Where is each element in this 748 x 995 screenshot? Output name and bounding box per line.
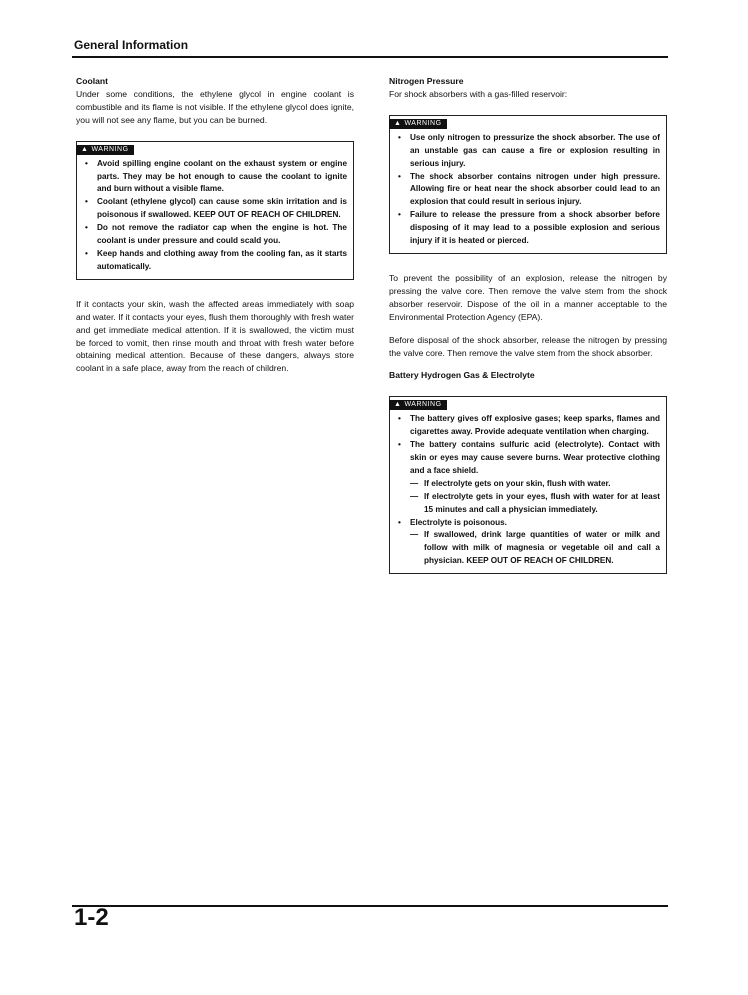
dash-icon: — bbox=[410, 530, 419, 540]
warning-tag bbox=[389, 119, 447, 129]
warning-item-text: Avoid spilling engine coolant on the exhaust system or engine parts. They may be hot enough to cause the coolant to ignite and burn without a visible flame. bbox=[97, 158, 347, 194]
coolant-warning-box bbox=[76, 141, 354, 280]
warning-item bbox=[396, 209, 660, 248]
coolant-intro: Under some conditions, the ethylene glycol in engine coolant is combustible and its flame is not visible. If the ethylene glycol does ignite, you will not see any flame, but you can be burned. bbox=[76, 88, 354, 125]
warning-subitem-text: If electrolyte gets in your eyes, flush with water for at least 15 minutes and call a physician immediately. bbox=[424, 491, 660, 514]
page-number: 1-2 bbox=[74, 904, 109, 931]
bullet-icon: • bbox=[85, 248, 88, 258]
warning-item bbox=[396, 132, 660, 171]
warning-subitem-text: If electrolyte gets on your skin, flush with water. bbox=[424, 478, 611, 488]
warning-item bbox=[83, 196, 347, 222]
warning-subitem-text: If swallowed, drink large quantities of water or milk and follow with milk of magnesia or vegetable oil and call a physician. KEEP OUT OF REACH OF CHILDREN. bbox=[424, 530, 660, 566]
warning-item bbox=[396, 439, 660, 516]
warning-item bbox=[396, 517, 660, 569]
warning-item-text: Keep hands and clothing away from the cooling fan, as it starts automatically. bbox=[97, 248, 347, 271]
nitrogen-heading: Nitrogen Pressure bbox=[389, 76, 464, 86]
warning-item-text: Failure to release the pressure from a shock absorber before disposing of it may lead to a possible explosion and serious injury if it is heated or pierced. bbox=[410, 210, 660, 246]
warning-tag-label: WARNING bbox=[404, 119, 442, 127]
battery-warning-box bbox=[389, 396, 667, 574]
warning-triangle-icon: ▲ bbox=[394, 119, 402, 127]
coolant-contact-paragraph: If it contacts your skin, wash the affected areas immediately with soap and water. If it contacts your eyes, flush them thoroughly with fresh water and get immediate medical attention. If it is swallowed, the victim must be forced to vomit, then rinse mouth and throat with fresh water before obtaining medical attention. Because of these dangers, always store coolant in a safe place, away from the reach of children. bbox=[76, 298, 354, 374]
warning-tag-label: WARNING bbox=[404, 401, 442, 409]
bullet-icon: • bbox=[398, 132, 401, 142]
warning-subitem bbox=[410, 478, 660, 491]
warning-item-text: Coolant (ethylene glycol) can cause some skin irritation and is poisonous if swallowed. KEEP OUT OF REACH OF CHILDREN. bbox=[97, 197, 347, 220]
coolant-heading: Coolant bbox=[76, 76, 108, 86]
warning-tag bbox=[389, 400, 447, 410]
battery-heading: Battery Hydrogen Gas & Electrolyte bbox=[389, 370, 535, 381]
page-header-title: General Information bbox=[74, 38, 189, 52]
bullet-icon: • bbox=[398, 171, 401, 181]
bullet-icon: • bbox=[85, 158, 88, 168]
nitrogen-release-paragraph: To prevent the possibility of an explosion, release the nitrogen by pressing the valve core. Then remove the valve stem from the shock absorber reservoir. Dispose of the oil in a manner acceptable to the Environmental Protection Agency (EPA). bbox=[389, 272, 667, 322]
warning-tag bbox=[76, 145, 134, 155]
warning-subitem bbox=[410, 491, 660, 517]
warning-item bbox=[396, 413, 660, 439]
dash-icon: — bbox=[410, 491, 419, 501]
bullet-icon: • bbox=[398, 414, 401, 424]
right-column bbox=[389, 75, 667, 592]
warning-item-text: Use only nitrogen to pressurize the shock absorber. The use of an unstable gas can cause a fire or explosion resulting in serious injury. bbox=[410, 132, 660, 168]
bullet-icon: • bbox=[398, 517, 401, 527]
warning-item-text: The battery gives off explosive gases; keep sparks, flames and cigarettes away. Provide adequate ventilation when charging. bbox=[410, 414, 660, 437]
warning-triangle-icon: ▲ bbox=[394, 401, 402, 409]
warning-item bbox=[83, 222, 347, 248]
warning-item-text: Do not remove the radiator cap when the engine is hot. The coolant is under pressure and could scald you. bbox=[97, 223, 347, 246]
left-column bbox=[76, 75, 354, 385]
warning-triangle-icon: ▲ bbox=[81, 145, 89, 153]
warning-subitem bbox=[410, 529, 660, 568]
nitrogen-warning-box bbox=[389, 115, 667, 254]
warning-item-text: The shock absorber contains nitrogen under high pressure. Allowing fire or heat near the shock absorber could lead to an explosion that could result in serious injury. bbox=[410, 171, 660, 207]
bullet-icon: • bbox=[85, 223, 88, 233]
warning-item-text: Electrolyte is poisonous. bbox=[410, 517, 507, 527]
warning-item bbox=[396, 171, 660, 210]
warning-item bbox=[83, 158, 347, 197]
warning-item bbox=[83, 248, 347, 274]
bullet-icon: • bbox=[398, 210, 401, 220]
nitrogen-intro: For shock absorbers with a gas-filled reservoir: bbox=[389, 88, 568, 99]
warning-tag-label: WARNING bbox=[91, 145, 129, 153]
bullet-icon: • bbox=[398, 440, 401, 450]
footer-rule bbox=[72, 905, 668, 907]
shock-disposal-paragraph: Before disposal of the shock absorber, release the nitrogen by pressing the valve core. Then remove the valve stem from the shock absorber. bbox=[389, 334, 667, 358]
bullet-icon: • bbox=[85, 197, 88, 207]
dash-icon: — bbox=[410, 478, 419, 488]
warning-item-text: The battery contains sulfuric acid (electrolyte). Contact with skin or eyes may cause severe burns. Wear protective clothing and a face shield. bbox=[410, 440, 660, 475]
header-rule bbox=[72, 56, 668, 58]
